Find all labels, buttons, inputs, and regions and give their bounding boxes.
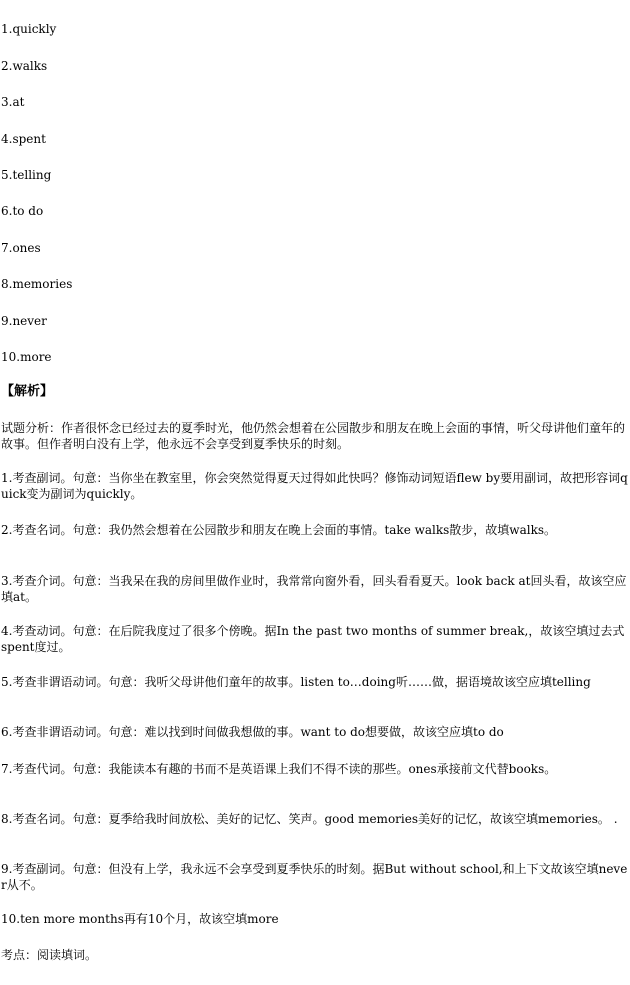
explanation-4: 4.考查动词。句意：在后院我度过了很多个傍晚。据In the past two months of summer break,，故该空填过去式spent度过。 — [1, 624, 625, 654]
answer-line-9: 9.never — [1, 314, 47, 328]
explanation-9: 9.考查副词。句意：但没有上学，我永远不会享受到夏季快乐的时刻。据But without school,和上下文故该空填never从不。 — [1, 862, 628, 892]
answer-line-5: 5.telling — [1, 168, 52, 182]
explanation-6: 6.考查非谓语动词。句意：难以找到时间做我想做的事。want to do想要做，故该空应填to do — [1, 725, 504, 739]
analysis-summary: 试题分析：作者很怀念已经过去的夏季时光，他仍然会想着在公园散步和朋友在晚上会面的事情，听父母讲他们童年的故事。但作者明白没有上学，他永远不会享受到夏季快乐的时刻。 — [1, 421, 626, 451]
explanation-8: 8.考查名词。句意：夏季给我时间放松、美好的记忆、笑声。good memories美好的记忆，故该空填memories。 . — [1, 812, 618, 826]
explanation-2: 2.考查名词。句意：我仍然会想着在公园散步和朋友在晚上会面的事情。take walks散步，故填walks。 — [1, 523, 557, 537]
explanation-7: 7.考查代词。句意：我能读本有趣的书而不是英语课上我们不得不读的那些。ones承接前文代替books。 — [1, 762, 557, 776]
explanation-3: 3.考查介词。句意：当我呆在我的房间里做作业时，我常常向窗外看，回头看看夏天。look back at回头看，故该空应填at。 — [1, 574, 627, 604]
answer-line-10: 10.more — [1, 350, 52, 364]
explanation-10: 10.ten more months再有10个月，故该空填more — [1, 912, 279, 926]
answer-line-1: 1.quickly — [1, 22, 57, 36]
analysis-heading: 【解析】 — [1, 384, 54, 399]
answer-line-2: 2.walks — [1, 59, 48, 73]
explanation-1: 1.考查副词。句意：当你坐在教室里，你会突然觉得夏天过得如此快吗？修饰动词短语flew by要用副词，故把形容词quick变为副词为quickly。 — [1, 471, 628, 501]
answer-line-6: 6.to do — [1, 204, 44, 218]
answer-line-7: 7.ones — [1, 241, 41, 255]
answer-line-3: 3.at — [1, 95, 25, 109]
kaodian-line: 考点：阅读填词。 — [1, 948, 98, 962]
explanation-5: 5.考查非谓语动词。句意：我听父母讲他们童年的故事。listen to…doing听……做，据语境故该空应填telling — [1, 675, 591, 689]
answer-line-4: 4.spent — [1, 132, 46, 146]
answer-line-8: 8.memories — [1, 277, 73, 291]
